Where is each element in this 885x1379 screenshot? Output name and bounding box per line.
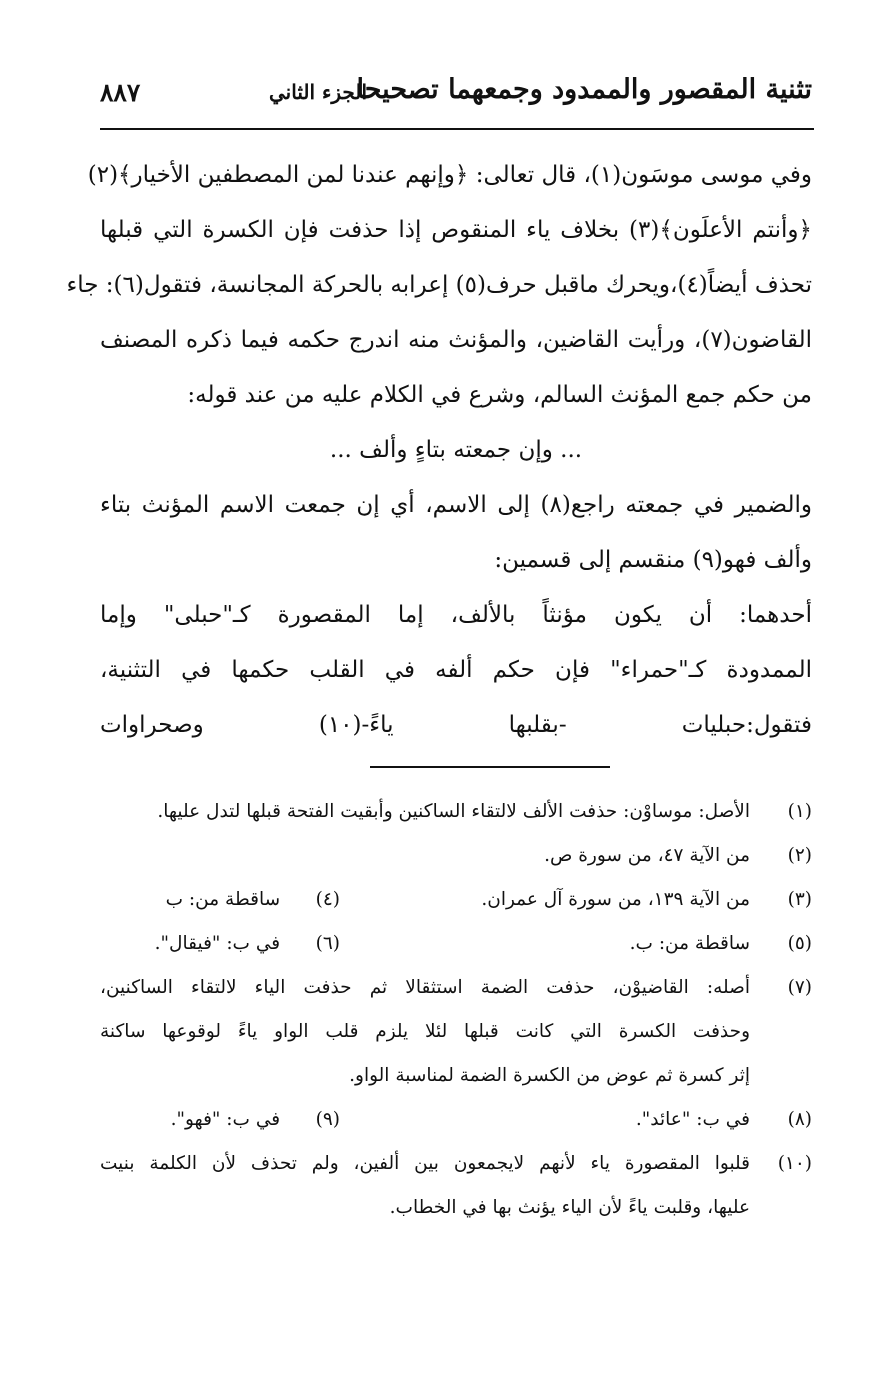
footnote-number: (٩) xyxy=(315,1109,340,1130)
footnote-separator xyxy=(370,766,610,768)
footnotes xyxy=(100,790,812,1230)
volume-label: الجزء الثاني xyxy=(269,80,367,104)
page-header xyxy=(100,74,812,120)
text-line: وألف فهو(٩) منقسم إلى قسمين: xyxy=(494,547,812,573)
footnote-text: وحذفت الكسرة التي كانت قبلها لئلا يلزم قلب الواو ياءً لوقوعها ساكنة xyxy=(100,1021,750,1042)
main-text xyxy=(66,148,812,753)
footnote-number: (٣) xyxy=(787,889,812,910)
footnote-pair xyxy=(100,1098,812,1142)
footnote xyxy=(100,790,812,834)
footnote-number: (٧) xyxy=(787,977,812,998)
footnote-text: في ب: "عائد". xyxy=(635,1109,750,1130)
footnote-text: ساقطة من: ب. xyxy=(629,933,750,954)
page-number: ٨٨٧ xyxy=(100,78,141,107)
footnote-text: من الآية ١٣٩، من سورة آل عمران. xyxy=(481,889,750,910)
footnote-number: (٤) xyxy=(315,889,340,910)
text-line: الممدودة كـ"حمراء" فإن حكم ألفه في القلب حكمها في التثنية، xyxy=(100,657,812,683)
footnote-text: أصله: القاضيوْن، حذفت الضمة استثقالا ثم حذفت الياء لالتقاء الساكنين، xyxy=(100,977,750,998)
footnote-number: (١٠) xyxy=(777,1153,812,1174)
running-title: تثنية المقصور والممدود وجمعهما تصحيحا xyxy=(356,74,812,105)
footnote-pair xyxy=(100,878,812,922)
text-line: وفي موسى موسَون(١)، قال تعالى: ﴿وإنهم عندنا لمن المصطفين الأخيار﴾(٢) xyxy=(87,162,812,188)
text-line: تحذف أيضاً(٤)،ويحرك ماقبل حرف(٥) إعرابه بالحركة المجانسة، فتقول(٦): جاء xyxy=(66,272,812,298)
footnote-text: ساقطة من: ب xyxy=(165,889,281,910)
footnote xyxy=(100,834,812,878)
text-line: ﴿وأنتم الأعلَون﴾(٣) بخلاف ياء المنقوص إذا حذفت فإن الكسرة التي قبلها xyxy=(100,217,812,243)
header-rule xyxy=(100,128,814,130)
footnote xyxy=(100,966,812,1098)
verse-line: ... وإن جمعته بتاءٍ وألف ... xyxy=(329,437,583,463)
footnote-number: (٥) xyxy=(787,933,812,954)
text-line: أحدهما: أن يكون مؤنثاً بالألف، إما المقصورة كـ"حبلى" وإما xyxy=(100,602,812,628)
footnote-number: (٨) xyxy=(787,1109,812,1130)
text-line: القاضون(٧)، ورأيت القاضين، والمؤنث منه اندرج حكمه فيما ذكره المصنف xyxy=(100,327,812,353)
footnote-text: قلبوا المقصورة ياء لأنهم لايجمعون بين ألفين، ولم تحذف لأن الكلمة بنيت xyxy=(100,1153,750,1174)
text-line: من حكم جمع المؤنث السالم، وشرع في الكلام عليه من عند قوله: xyxy=(187,382,812,408)
footnote-number: (٦) xyxy=(315,933,340,954)
footnote-pair xyxy=(100,922,812,966)
footnote-text: في ب: "فهو". xyxy=(170,1109,281,1130)
text-line: فتقول:حبليات -بقلبها ياءً-(١٠) وصحراوات xyxy=(100,712,812,738)
footnote-number: (١) xyxy=(787,801,812,822)
footnote-text: إثر كسرة ثم عوض من الكسرة الضمة لمناسبة الواو. xyxy=(349,1065,750,1086)
footnote-text: الأصل: موساوْن: حذفت الألف لالتقاء الساكنين وأبقيت الفتحة قبلها لتدل عليها. xyxy=(157,801,750,822)
text-line: والضمير في جمعته راجع(٨) إلى الاسم، أي إن جمعت الاسم المؤنث بتاء xyxy=(100,492,812,518)
footnote xyxy=(100,1142,812,1230)
footnote-number: (٢) xyxy=(787,845,812,866)
footnote-text: في ب: "فيقال". xyxy=(154,933,281,954)
footnote-text: عليها، وقلبت ياءً لأن الياء يؤنث بها في الخطاب. xyxy=(389,1197,750,1218)
footnote-text: من الآية ٤٧، من سورة ص. xyxy=(544,845,750,866)
